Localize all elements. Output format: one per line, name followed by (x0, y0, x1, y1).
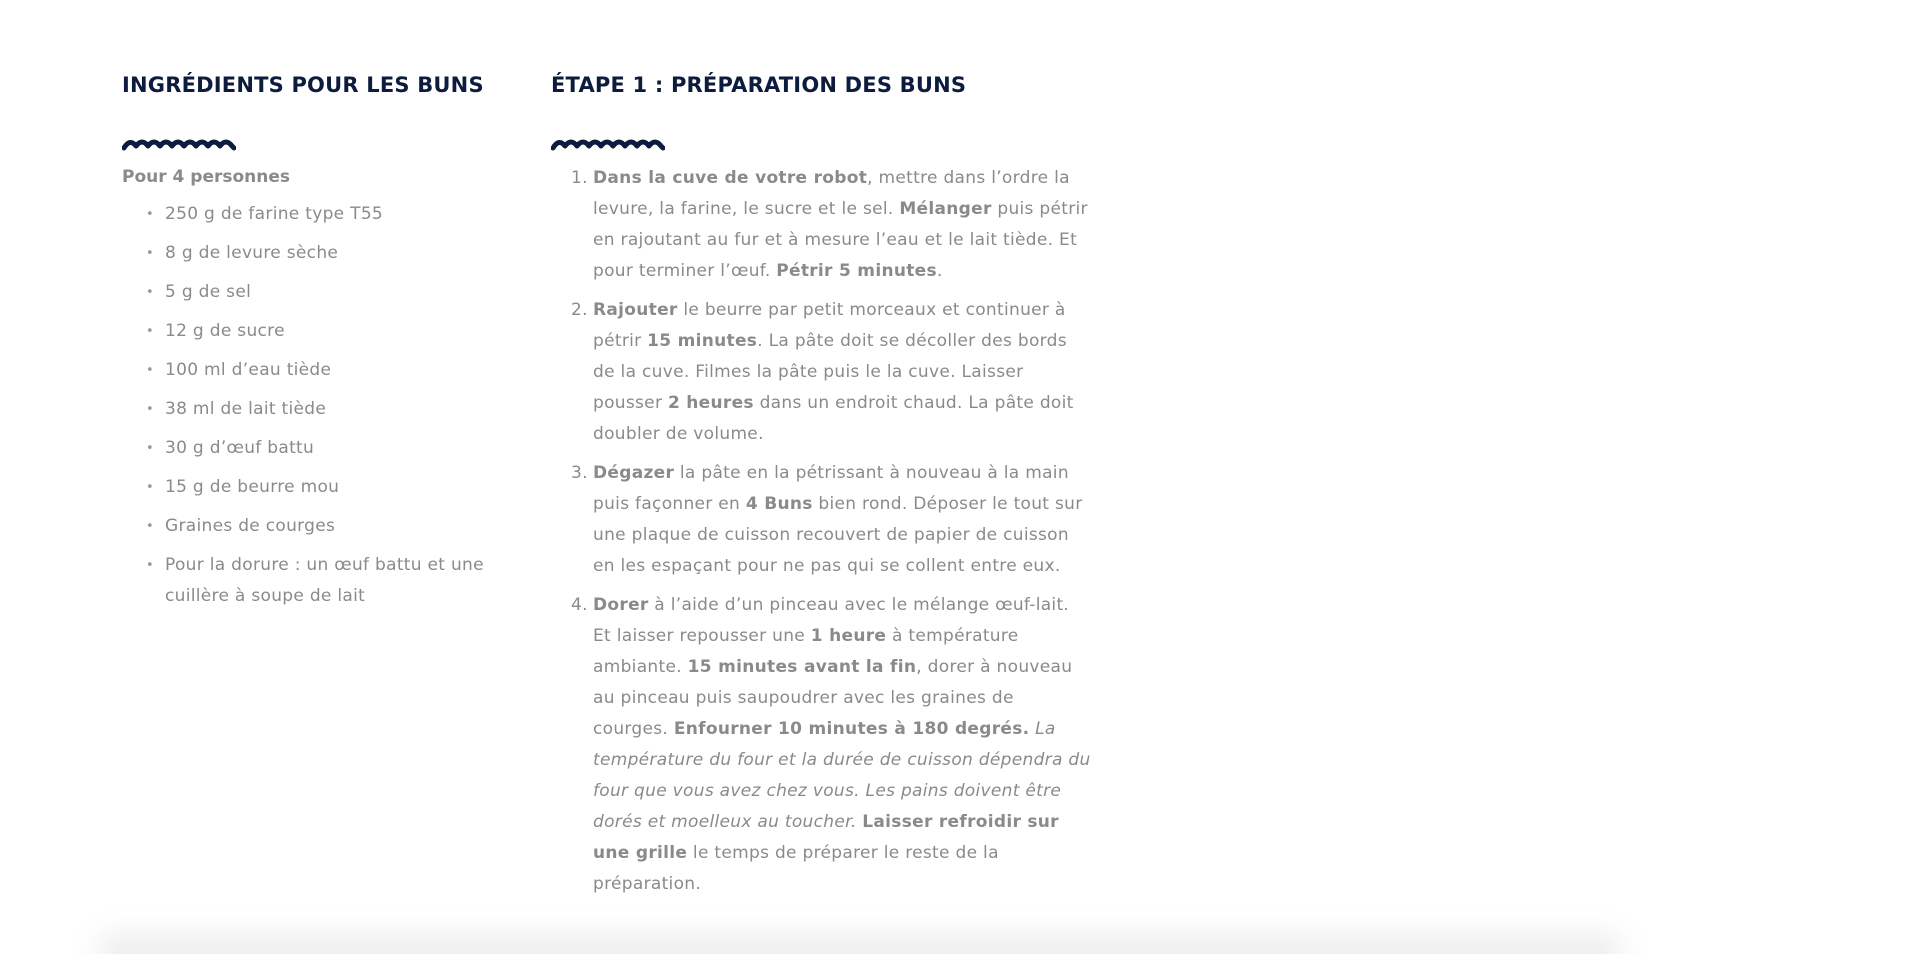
step-text-italic: La température du four et la durée de cuisson dépendra du four que vous avez chez vous. Les pains doivent être dorés et moelleux au toucher. (593, 719, 1091, 832)
step-number: 3. (571, 463, 588, 483)
step-text: puis pétrir en rajoutant au fur et à mesure l’eau et le lait tiède. Et pour terminer l’œuf. (593, 199, 1088, 281)
step-text-bold: Pétrir 5 minutes (776, 261, 937, 281)
steps-title: ÉTAPE 1 : PRÉPARATION DES BUNS (551, 73, 967, 97)
step-text: le temps de préparer le reste de la préparation. (593, 843, 999, 894)
step-text-bold: Dégazer (593, 463, 675, 483)
step-text-bold: Laisser refroidir sur une grille (593, 812, 1059, 863)
steps-section (551, 70, 1091, 908)
ingredient-item: • 5 g de sel (146, 277, 502, 308)
ingredients-title: INGRÉDIENTS POUR LES BUNS (122, 73, 484, 97)
ingredients-list (122, 199, 502, 612)
step-text-bold: 15 minutes avant la fin (687, 657, 917, 677)
step-item (551, 295, 1091, 450)
step-text: . La pâte doit se décoller des bords de la cuve. Filmes la pâte puis le la cuve. Laisser pousser (593, 331, 1067, 413)
ingredient-item: • 100 ml d’eau tiède (146, 355, 502, 386)
wave-divider-icon (122, 137, 236, 151)
ingredient-item: • Pour la dorure : un œuf battu et une cuillère à soupe de lait (146, 550, 502, 612)
step-text-bold: Dorer (593, 595, 649, 615)
step-text-bold: Rajouter (593, 300, 678, 320)
step-text-bold: Enfourner 10 minutes à 180 degrés. (673, 719, 1030, 739)
ingredient-item: • 250 g de farine type T55 (146, 199, 502, 230)
steps-list (551, 163, 1091, 900)
step-text-bold: 2 heures (667, 393, 754, 413)
step-text: bien rond. Déposer le tout sur une plaque de cuisson recouvert de papier de cuisson en les espaçant pour ne pas qui se collent entre eux. (593, 494, 1083, 576)
step-text: , mettre dans l’ordre la levure, la farine, le sucre et le sel. (593, 168, 1070, 219)
step-item (551, 590, 1091, 900)
wave-divider-icon (551, 137, 665, 151)
ingredient-item: • 8 g de levure sèche (146, 238, 502, 269)
step-text: le beurre par petit morceaux et continuer à pétrir (593, 300, 1066, 351)
step-number: 1. (571, 168, 588, 188)
step-text-bold: Dans la cuve de votre robot (593, 168, 868, 188)
bottom-shadow (100, 934, 1620, 954)
step-text: , dorer à nouveau au pinceau puis saupoudrer avec les graines de courges. (593, 657, 1073, 739)
ingredient-item: • Graines de courges (146, 511, 502, 542)
step-text: la pâte en la pétrissant à nouveau à la main puis façonner en (593, 463, 1069, 514)
step-number: 4. (571, 595, 588, 615)
step-text-bold: 15 minutes (647, 331, 758, 351)
step-item (551, 458, 1091, 582)
step-text: . (936, 261, 943, 281)
ingredient-item: • 30 g d’œuf battu (146, 433, 502, 464)
step-text: à température ambiante. (593, 626, 1019, 677)
ingredients-section (122, 70, 502, 620)
step-item (551, 163, 1091, 287)
ingredient-item: • 38 ml de lait tiède (146, 394, 502, 425)
portion-label: Pour 4 personnes (122, 167, 291, 187)
step-text-bold: 1 heure (810, 626, 887, 646)
ingredient-item: • 15 g de beurre mou (146, 472, 502, 503)
step-text: à l’aide d’un pinceau avec le mélange œuf-lait. Et laisser repousser une (593, 595, 1070, 646)
ingredient-item: • 12 g de sucre (146, 316, 502, 347)
step-text-bold: 4 Buns (745, 494, 813, 514)
step-number: 2. (571, 300, 588, 320)
step-text: dans un endroit chaud. La pâte doit doubler de volume. (593, 393, 1074, 444)
step-text-bold: Mélanger (899, 199, 992, 219)
